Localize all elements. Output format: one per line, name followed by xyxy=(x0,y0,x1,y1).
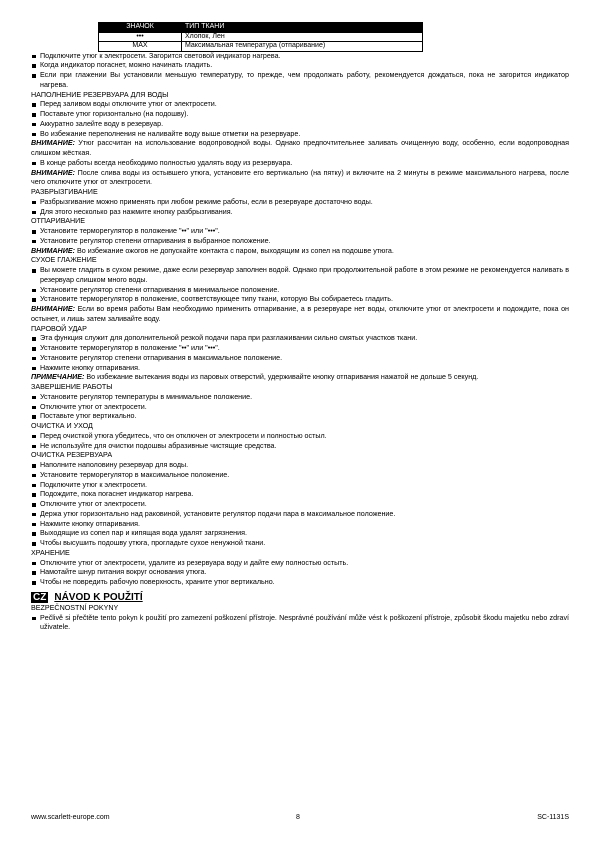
table-row xyxy=(99,32,423,42)
list-item: Установите терморегулятор в положение "••" или "•••". xyxy=(31,227,569,237)
table-cell: MAX xyxy=(99,42,182,52)
note-label: ВНИМАНИЕ: xyxy=(31,139,75,148)
list-item: Держа утюг горизонтально над раковиной, установите регулятор подачи пара в максимальное положение. xyxy=(31,510,569,520)
list-item: Подождите, пока погаснет индикатор нагрева. xyxy=(31,490,569,500)
list-item: Чтобы не повредить рабочую поверхность, храните утюг вертикально. xyxy=(31,578,569,588)
list-item: Поставьте утюг вертикально. xyxy=(31,412,569,422)
list-item: Отключите утюг от электросети. xyxy=(31,403,569,413)
list-item: Когда индикатор погаснет, можно начинать гладить. xyxy=(31,61,569,71)
list-item: Установите терморегулятор в положение, соответствующее типу ткани, которую Вы собираетесь гладить. xyxy=(31,295,569,305)
list-item: Установите регулятор температуры в минимальное положение. xyxy=(31,393,569,403)
list-item: Вы можете гладить в сухом режиме, даже если резервуар заполнен водой. Однако при продолжительной работе в этом режиме не рекомендуется наливать в резервуар слишком много воды. xyxy=(31,266,569,286)
note-paragraph xyxy=(31,139,569,159)
section-heading: НАПОЛНЕНИЕ РЕЗЕРВУАРА ДЛЯ ВОДЫ xyxy=(31,90,169,99)
list-item: Аккуратно залейте воду в резервуар. xyxy=(31,120,569,130)
note-label: ПРИМЕЧАНИЕ: xyxy=(31,373,85,382)
list-item: Нажмите кнопку отпаривания. xyxy=(31,520,569,530)
list-item: Отключите утюг от электросети, удалите из резервуара воду и дайте ему полностью остыть. xyxy=(31,559,569,569)
note-text: Если во время работы Вам необходимо применить отпаривание, а в резервуаре нет воды, отключите утюг от электросети и подождите, пока он остынет, и лишь затем заливайте воду. xyxy=(31,305,569,323)
list-item: Установите регулятор степени отпаривания в выбранное положение. xyxy=(31,237,569,247)
list-item: Во избежание переполнения не наливайте воду выше отметки на резервуаре. xyxy=(31,130,569,140)
list-item: Эта функция служит для дополнительной резкой подачи пара при разглаживании сильно смятых участков ткани. xyxy=(31,334,569,344)
table-header-row xyxy=(99,23,423,33)
note-paragraph xyxy=(31,373,569,383)
table-header-cell: ЗНАЧОК xyxy=(99,23,182,33)
note-paragraph xyxy=(31,247,569,257)
list-item: Чтобы высушить подошву утюга, прогладьте сухое ненужной ткани. xyxy=(31,539,569,549)
note-text: Во избежание вытекания воды из паровых отверстий, удерживайте кнопку отпаривания нажатой не дольше 5 секунд. xyxy=(84,373,479,382)
note-paragraph xyxy=(31,169,569,189)
section-heading: СУХОЕ ГЛАЖЕНИЕ xyxy=(31,256,97,265)
section-heading: ПАРОВОЙ УДАР xyxy=(31,324,87,333)
list-item: Установите регулятор степени отпаривания в максимальное положение. xyxy=(31,354,569,364)
section-heading: ОЧИСТКА И УХОД xyxy=(31,422,93,430)
note-text: После слива воды из остывшего утюга, установите его вертикально (на пятку) и включите на 2 минуты в режиме максимального нагрева, после чего отключите утюг от электросети. xyxy=(31,168,569,187)
list-item: Отключите утюг от электросети. xyxy=(31,500,569,510)
list-item: В конце работы всегда необходимо полностью удалять воду из резервуара. xyxy=(31,159,569,169)
table-cell: Хлопок, Лен xyxy=(182,32,423,42)
list-item: Если при глажении Вы установили меньшую температуру, то прежде, чем продолжать работу, рекомендуется дождаться, пока не загорится индикатор нагрева. xyxy=(31,71,569,91)
list-item: Перед очисткой утюга убедитесь, что он отключен от электросети и полностью остыл. xyxy=(31,432,569,442)
list-item: Установите регулятор степени отпаривания в минимальное положение. xyxy=(31,286,569,296)
language-section-title xyxy=(31,591,569,604)
list-item: Pečlivě si přečtěte tento pokyn k použití pro zamezení poškození přístroje. Nesprávné používání může vést k poškození přístroje, způsobit škodu majetku nebo zdraví uživatele. xyxy=(31,614,569,634)
table-header-cell: ТИП ТКАНИ xyxy=(182,23,423,33)
language-badge: CZ xyxy=(33,591,47,603)
section-heading: ХРАНЕНИЕ xyxy=(31,548,70,557)
section-heading: ЗАВЕРШЕНИЕ РАБОТЫ xyxy=(31,383,113,391)
section-heading: BEZPEČNOSTNÍ POKYNY xyxy=(31,603,119,612)
section-heading: ОТПАРИВАНИЕ xyxy=(31,217,86,226)
list-item: Не используйте для очистки подошвы абразивные чистящие средства. xyxy=(31,442,569,452)
list-item: Установите терморегулятор в максимальное положение. xyxy=(31,471,569,481)
page-number: 8 xyxy=(296,814,300,821)
table-cell: ••• xyxy=(99,32,182,42)
list-item: Подключите утюг к электросети. Загорится световой индикатор нагрева. xyxy=(31,52,569,62)
note-label: ВНИМАНИЕ: xyxy=(31,246,75,255)
note-text: Утюг рассчитан на использование водопроводной воды. Однако предпочтительнее заливать очищенную воду, особенно, если водопроводная слишком жёсткая. xyxy=(31,139,569,157)
list-item: Установите терморегулятор в положение "••" или "•••". xyxy=(31,344,569,354)
list-item: Для этого несколько раз нажмите кнопку разбрызгивания. xyxy=(31,208,569,218)
manual-title: NÁVOD K POUŽITÍ xyxy=(54,591,143,603)
website-link: www.scarlett-europe.com xyxy=(31,814,110,821)
fabric-temperature-table xyxy=(98,22,423,52)
note-label: ВНИМАНИЕ: xyxy=(31,305,75,313)
list-item: Наполните наполовину резервуар для воды. xyxy=(31,461,569,471)
list-item: Разбрызгивание можно применять при любом режиме работы, если в резервуаре достаточно воды. xyxy=(31,198,569,208)
document-page xyxy=(31,22,569,633)
note-label: ВНИМАНИЕ: xyxy=(31,168,75,177)
list-item: Перед заливом воды отключите утюг от электросети. xyxy=(31,100,569,110)
list-item: Намотайте шнур питания вокруг основания утюга. xyxy=(31,568,569,578)
list-item: Подключите утюг к электросети. xyxy=(31,481,569,491)
note-text: Во избежание ожогов не допускайте контакта с паром, выходящим из сопел на подошве утюга. xyxy=(75,246,394,255)
table-row xyxy=(99,42,423,52)
note-paragraph xyxy=(31,305,569,325)
section-heading: ОЧИСТКА РЕЗЕРВУАРА xyxy=(31,451,113,460)
list-item: Нажмите кнопку отпаривания. xyxy=(31,364,569,374)
model-number: SC-1131S xyxy=(537,814,569,821)
section-heading: РАЗБРЫЗГИВАНИЕ xyxy=(31,188,98,196)
table-cell: Максимальная температура (отпаривание) xyxy=(182,42,423,52)
list-item: Поставьте утюг горизонтально (на подошву). xyxy=(31,110,569,120)
list-item: Выходящие из сопел пар и кипящая вода удалят загрязнения. xyxy=(31,529,569,539)
